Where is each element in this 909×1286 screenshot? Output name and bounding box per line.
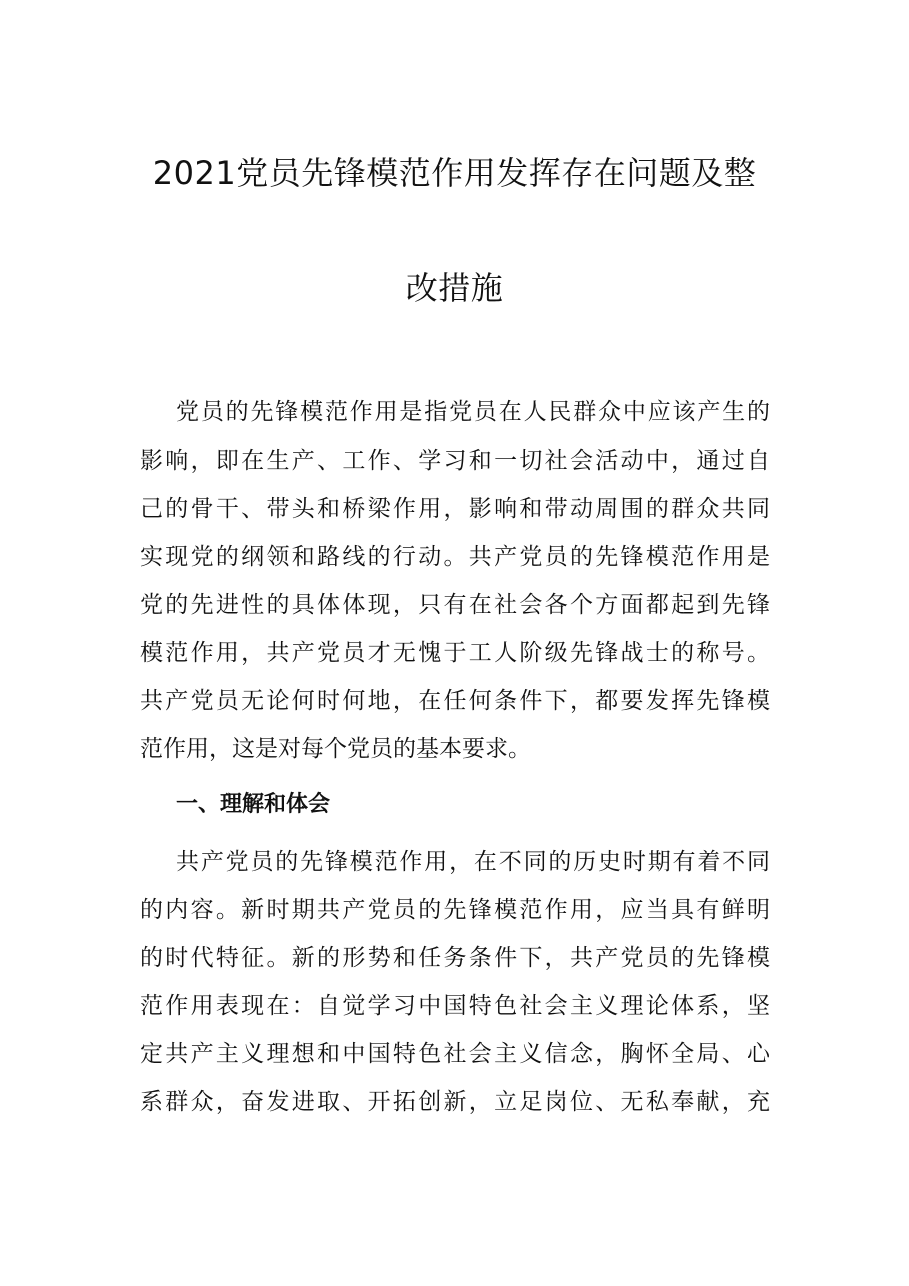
paragraph-2-line: 共产党员的先锋模范作用，在不同的历史时期有着不同 — [176, 849, 770, 875]
paragraph-2-line: 的时代特征。新的形势和任务条件下，共产党员的先锋模 — [140, 945, 770, 971]
section-heading: 一、理解和体会 — [176, 792, 331, 817]
paragraph-2-line: 系群众，奋发进取、开拓创新，立足岗位、无私奉献，充 — [140, 1089, 770, 1115]
paragraph-1-line: 实现党的纲领和路线的行动。共产党员的先锋模范作用是 — [140, 544, 770, 570]
paragraph-1-line: 己的骨干、带头和桥梁作用，影响和带动周围的群众共同 — [140, 496, 770, 522]
paragraph-1-line: 范作用，这是对每个党员的基本要求。 — [140, 736, 531, 762]
paragraph-2-line: 定共产主义理想和中国特色社会主义信念，胸怀全局、心 — [140, 1041, 770, 1067]
paragraph-2-line: 范作用表现在：自觉学习中国特色社会主义理论体系，坚 — [140, 993, 770, 1019]
paragraph-1-line: 党员的先锋模范作用是指党员在人民群众中应该产生的 — [176, 399, 770, 425]
paragraph-1-line: 模范作用，共产党员才无愧于工人阶级先锋战士的称号。 — [140, 640, 770, 666]
paragraph-1-line: 党的先进性的具体体现，只有在社会各个方面都起到先锋 — [140, 592, 770, 618]
paragraph-2-line: 的内容。新时期共产党员的先锋模范作用，应当具有鲜明 — [140, 897, 770, 923]
paragraph-1-line: 影响，即在生产、工作、学习和一切社会活动中，通过自 — [140, 448, 770, 474]
paragraph-1-line: 共产党员无论何时何地，在任何条件下，都要发挥先锋模 — [140, 688, 770, 714]
document-title-line-2: 改措施 — [405, 269, 504, 307]
document-title-line-1: 2021党员先锋模范作用发挥存在问题及整 — [152, 154, 757, 192]
